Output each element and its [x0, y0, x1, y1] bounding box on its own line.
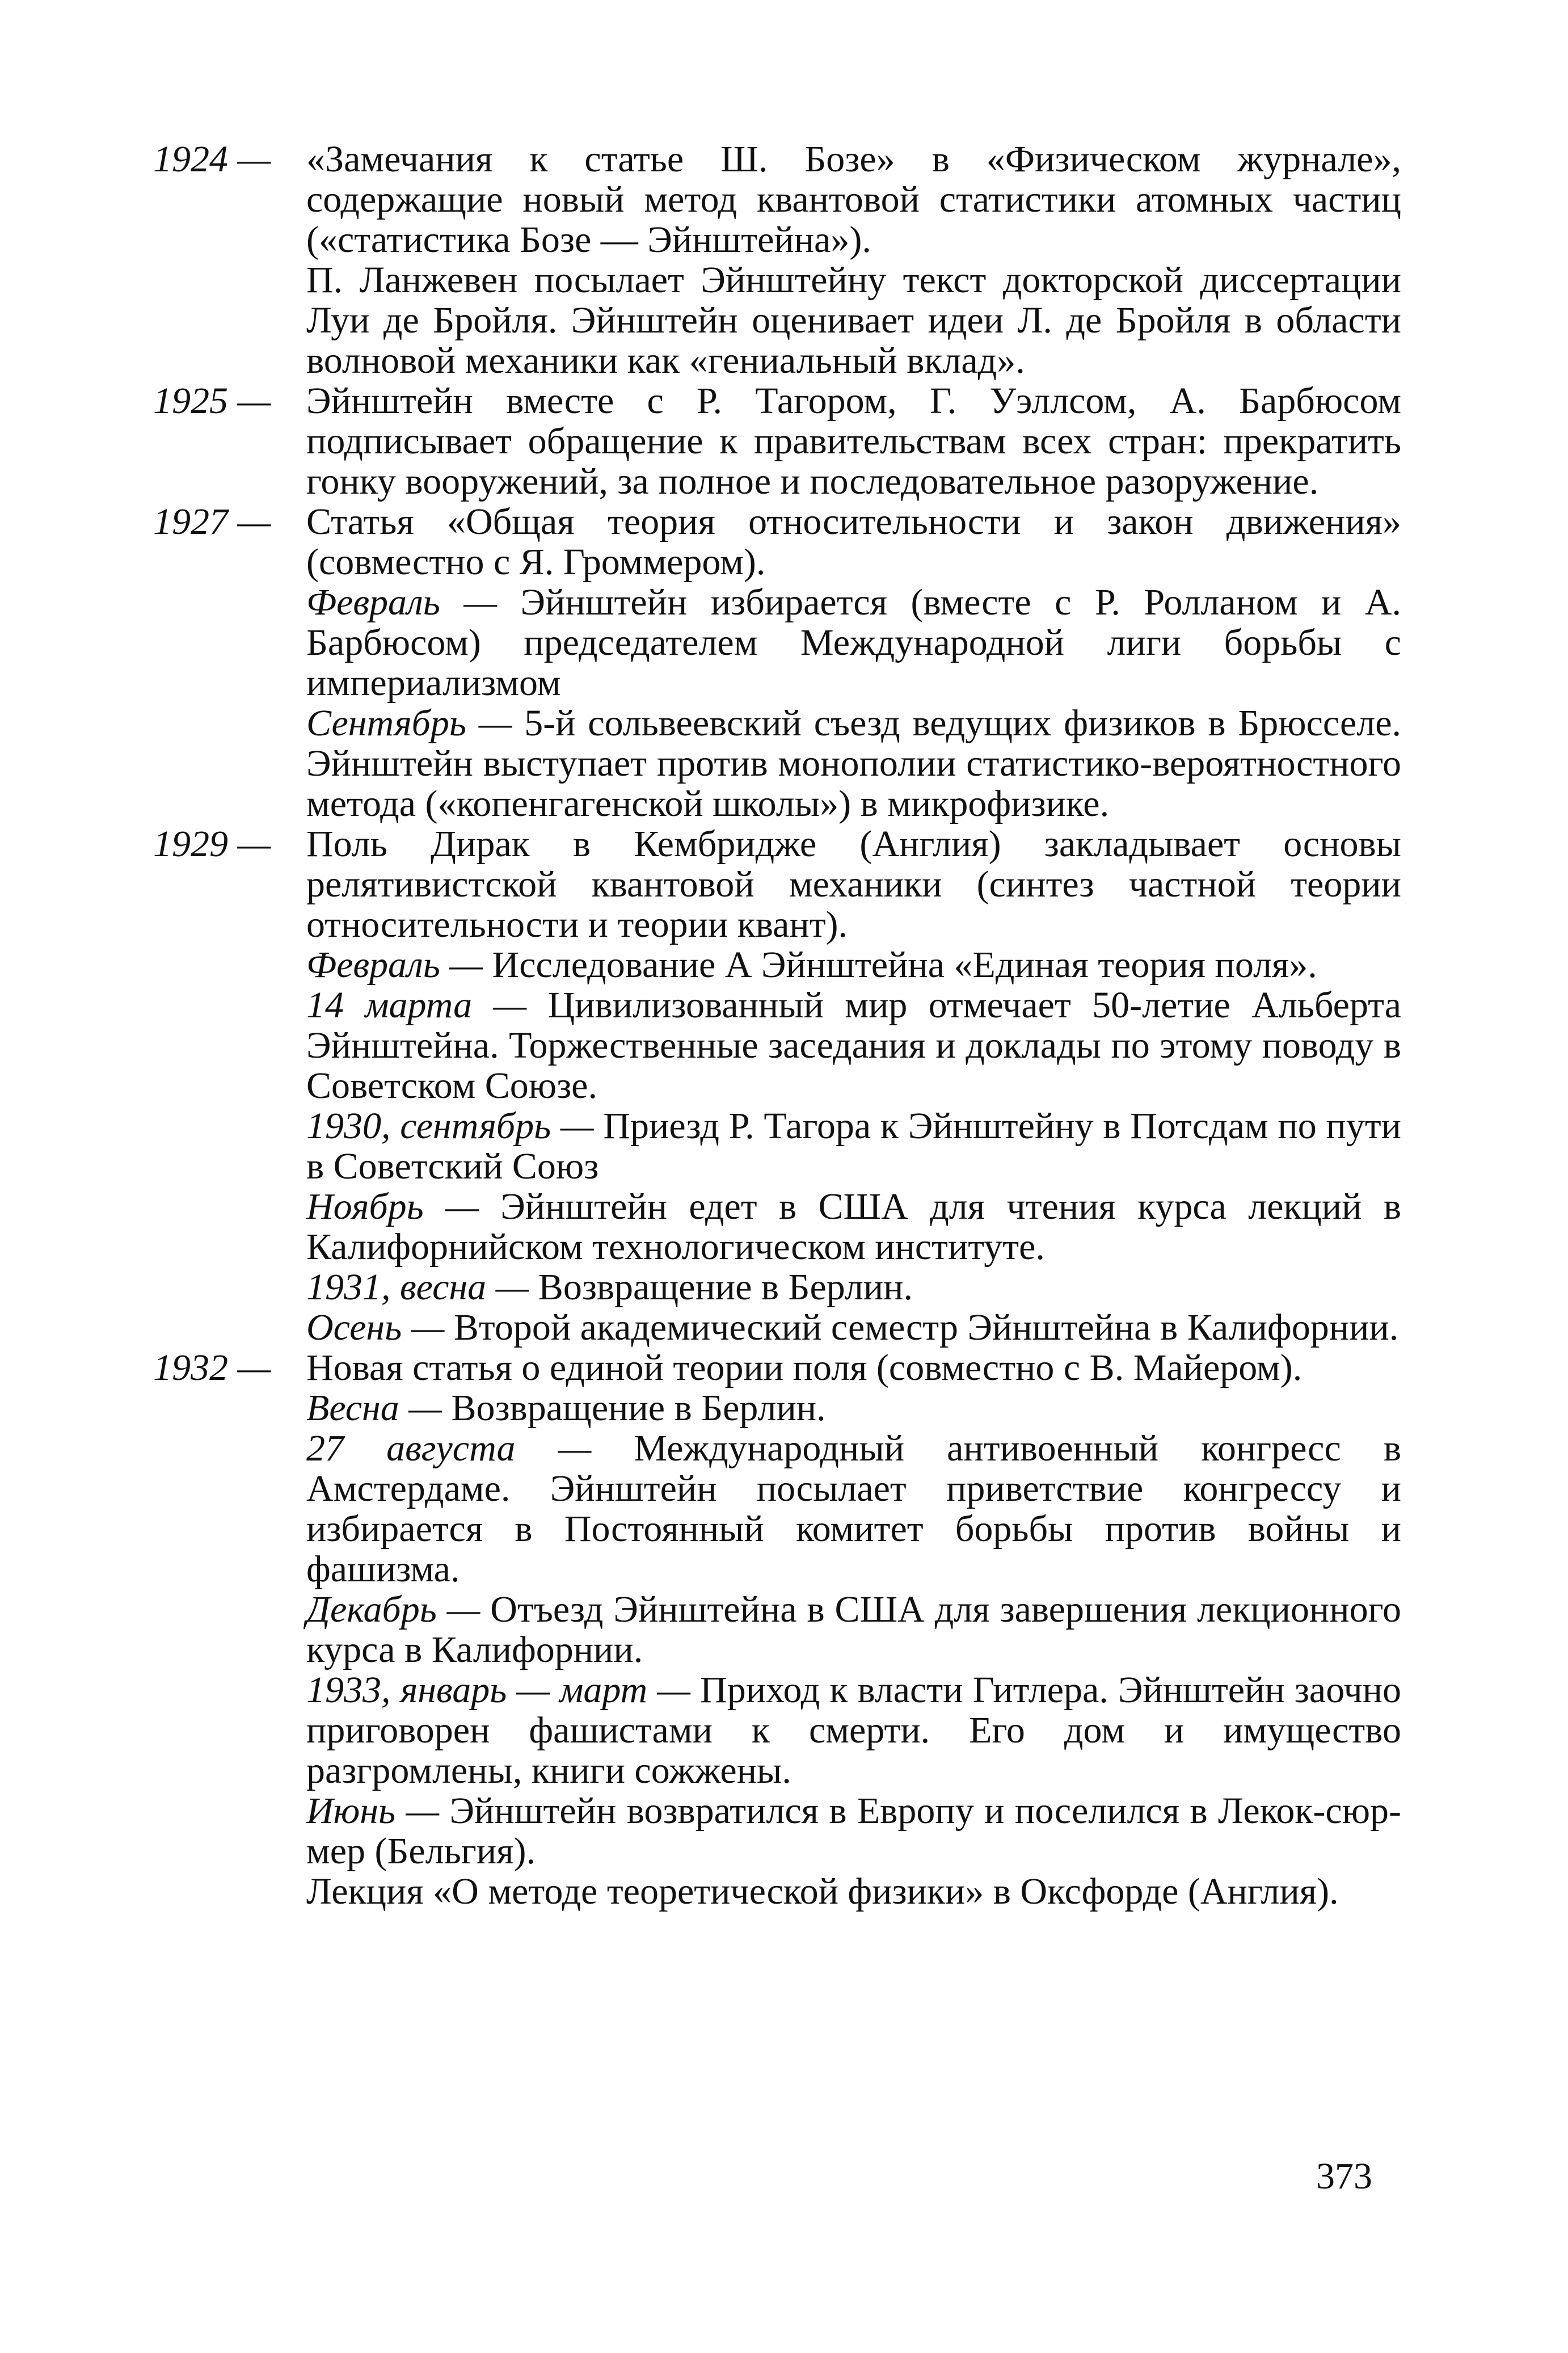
entry-text: Международный антивоенный конгресс в Амстердаме. Эйнштейн посылает приветствие конгрессу и избирается в Постоянный комитет борьбы против войны и фашизма.	[306, 1428, 1402, 1590]
entry-date: Весна —	[306, 1387, 442, 1429]
chronology-entry-1927	[153, 502, 1401, 582]
chronology-entry-1924	[153, 139, 1401, 260]
chronology-entry-1932-spring	[153, 1388, 1401, 1428]
chronology-entry-1929-february	[153, 945, 1401, 985]
chronology-entry-1933-lecture	[153, 1871, 1401, 1912]
entry-date: 1929 —	[153, 823, 271, 865]
chronology-entry-1932-august	[153, 1428, 1401, 1589]
entry-text: Статья «Общая теория относительности и закон движения» (совместно с Я. Громмером).	[306, 501, 1401, 583]
entry-text: Приход к власти Гитлера. Эйнштейн заочно приговорен фашистами к смерти. Его дом и имущество разгромлены, книги сожжены.	[306, 1669, 1402, 1791]
chronology-entry-1931-autumn	[153, 1307, 1401, 1348]
entry-date: Июнь —	[306, 1790, 440, 1832]
entry-text: П. Ланжевен посылает Эйнштейну текст докторской диссертации Луи де Бройля. Эйнштейн оценивает идеи Л. де Бройля в области волновой механики как «гениальный вклад».	[306, 259, 1401, 381]
entry-date: 1932 —	[153, 1347, 271, 1388]
entry-date: 1925 —	[153, 380, 271, 422]
entry-text: Отъезд Эйнштейна в США для завершения лекционного курса в Калифорнии.	[306, 1589, 1401, 1670]
entry-text: Новая статья о единой теории поля (совместно с В. Майером).	[306, 1347, 1303, 1388]
entry-date: 1931, весна —	[306, 1266, 529, 1308]
entry-date: Осень —	[306, 1307, 445, 1348]
entry-date: Февраль —	[306, 944, 483, 986]
entry-text: Цивилизованный мир отмечает 50-летие Альберта Эйнштейна. Торжественные заседания и доклады по этому поводу в Советском Союзе.	[306, 984, 1402, 1106]
entry-date: Ноябрь —	[306, 1186, 479, 1227]
page-number: 373	[1316, 2156, 1372, 2197]
entry-text: Приезд Р. Тагора к Эйнштейну в Потсдам по пути в Советский Союз	[306, 1105, 1402, 1187]
chronology-entry-1932-december	[153, 1589, 1401, 1670]
entry-text: Исследование А Эйнштейна «Единая теория поля».	[492, 944, 1317, 986]
entry-text: Второй академический семестр Эйнштейна в Калифорнии.	[453, 1307, 1399, 1348]
chronology-entry-1930-november	[153, 1186, 1401, 1267]
entry-text: Эйнштейн едет в США для чтения курса лекций в Калифорнийском технологическом институте.	[306, 1186, 1402, 1268]
entry-text: Лекция «О методе теоретической физики» в Оксфорде (Англия).	[306, 1871, 1339, 1912]
chronology-entry-1932	[153, 1348, 1401, 1388]
entry-date: 27 августа —	[306, 1428, 592, 1469]
entry-date: 1930, сентябрь —	[306, 1105, 594, 1147]
chronology-list	[153, 139, 1401, 1912]
entry-date: Сентябрь —	[306, 702, 512, 744]
entry-date: Декабрь —	[306, 1589, 480, 1630]
entry-text: Поль Дирак в Кембридже (Англия) закладывает основы релятивистской квантовой механики (синтез частной теории относительности и теории квант).	[306, 823, 1401, 945]
chronology-entry-1925	[153, 381, 1401, 502]
chronology-entry-1929	[153, 824, 1401, 945]
chronology-entry-1929-march	[153, 985, 1401, 1106]
entry-text: Эйнштейн вместе с Р. Тагором, Г. Уэллсом, А. Барбюсом подписывает обращение к правительствам всех стран: прекратить гонку вооружений, за полное и последовательное разоружение.	[306, 380, 1401, 502]
chronology-entry-1924-continued	[153, 260, 1401, 381]
chronology-entry-1930-september	[153, 1106, 1401, 1186]
entry-text: «Замечания к статье Ш. Бозе» в «Физическом журнале», содержащие новый метод квантовой статистики атомных частиц («статистика Бозе — Эйнштейна»).	[306, 138, 1401, 260]
entry-text: Возвращение в Берлин.	[451, 1387, 826, 1429]
entry-text: 5-й сольвеевский съезд ведущих физиков в Брюсселе. Эйнштейн выступает против монополии статистико-вероятностного метода («копенгагенской школы») в микрофизике.	[306, 702, 1401, 824]
entry-text: Возвращение в Берлин.	[538, 1266, 913, 1308]
entry-date: 1924 —	[153, 138, 271, 180]
entry-text: Эйнштейн возвратился в Европу и поселился в Лекок-сюр-мер (Бельгия).	[306, 1790, 1401, 1872]
chronology-entry-1933-june	[153, 1791, 1401, 1871]
entry-text: Эйнштейн избирается (вместе с Р. Ролланом и А. Барбюсом) председателем Международной лиги борьбы с империализмом	[306, 582, 1401, 704]
chronology-entry-1927-september	[153, 703, 1401, 824]
entry-date: 1927 —	[153, 501, 271, 542]
entry-date: 14 марта —	[306, 984, 527, 1026]
chronology-entry-1931-spring	[153, 1267, 1401, 1307]
entry-date: Февраль —	[306, 582, 498, 623]
chronology-entry-1933-january-march	[153, 1670, 1401, 1791]
entry-date: 1933, январь — март —	[306, 1669, 690, 1711]
chronology-entry-1927-february	[153, 582, 1401, 703]
